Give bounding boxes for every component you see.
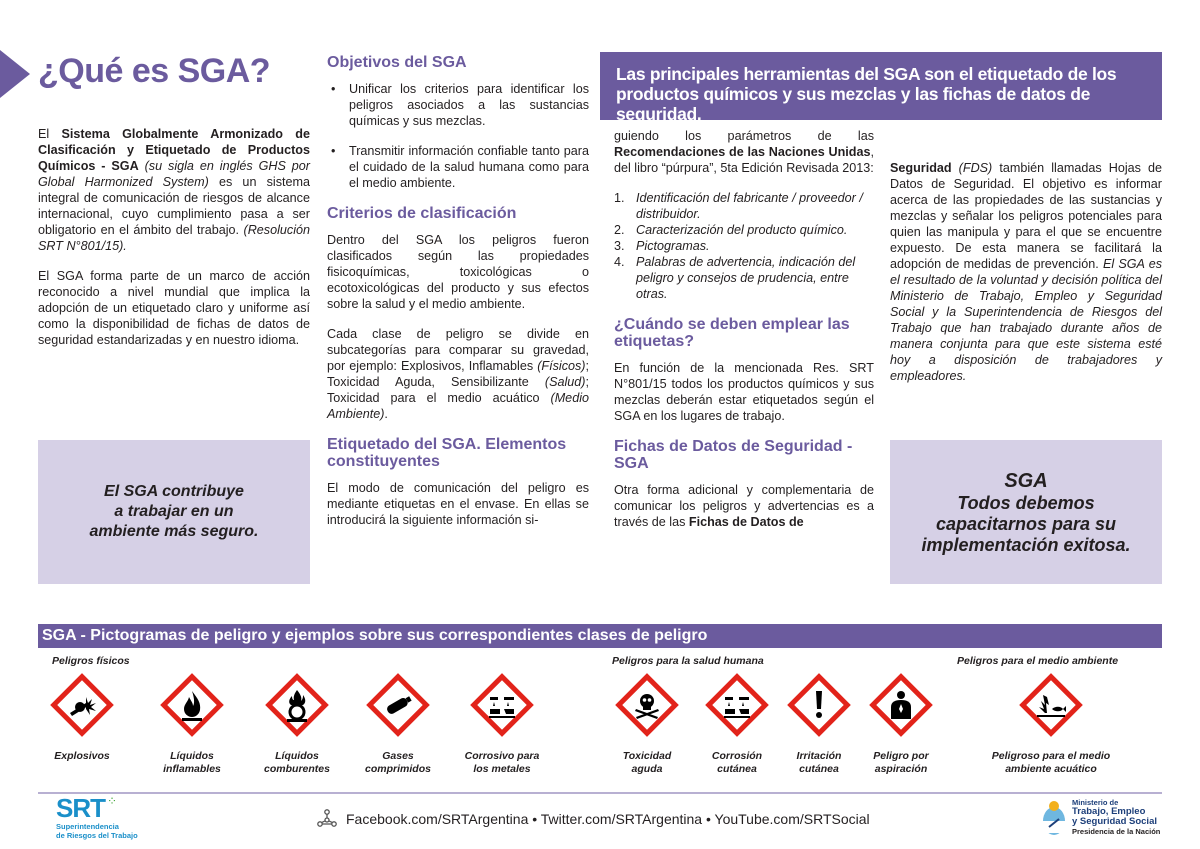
ministry-logo: Ministerio de Trabajo, Empleo y Seguridad Social Presidencia de la Nación xyxy=(1040,797,1160,837)
corrosion-icon xyxy=(705,673,769,737)
pictograms-bar: SGA - Pictogramas de peligro y ejemplos sobre sus correspondientes clases de peligro xyxy=(38,624,1162,648)
intro-paragraph-2: El SGA forma parte de un marco de acción reconocido a nivel mundial que implica la adopción de un etiquetado claro y uniforme así como la disponibilidad de fichas de datos de seguridad estandarizadas y en nuestro idioma. xyxy=(38,269,310,347)
pictogram-label: Peligroso para el medio ambiente acuático xyxy=(991,750,1111,775)
pictogram-label: Irritación cutánea xyxy=(796,750,842,775)
labeling-paragraph: El modo de comunicación del peligro es mediante etiquetas en el envase. En ellas se introducirá la siguiente información si- xyxy=(327,481,589,527)
srt-logo-mark-icon: ⁘ xyxy=(107,794,118,808)
srt-logo: SRT ⁘ Superintendencia de Riesgos del Trabajo xyxy=(56,793,138,840)
sds-paragraph: Otra forma adicional y complementaria de comunicar los peligros y advertencias es a través de las Fichas de Datos de xyxy=(614,483,874,529)
health-hazard-icon xyxy=(869,673,933,737)
list-item: 2. Caracterización del producto químico. xyxy=(614,223,848,237)
info-box-left: El SGA contribuye a trabajar en un ambiente más seguro. xyxy=(38,440,310,584)
list-item: • Transmitir información confiable tanto para el cuidado de la salud humana como para el medio ambiente. xyxy=(349,143,589,191)
tools-banner: Las principales herramientas del SGA son el etiquetado de los productos químicos y sus mezclas y las fichas de datos de seguridad. xyxy=(600,52,1162,120)
pictogram-label: Corrosivo para los metales xyxy=(464,750,540,775)
list-item: 3. Pictogramas. xyxy=(614,239,710,253)
pictogram-label: Explosivos xyxy=(54,750,110,762)
intro-paragraph-1: El Sistema Globalmente Armonizado de Clasificación y Etiquetado de Productos Químicos - SGA (su sigla en inglés GHS por Global Harmonized System) es un sistema integral de comunicación de riesgos de alcance internacional, cuyo cumplimiento pasa a ser obligatorio en el ámbito del trabajo. (Resolución SRT N°801/15). xyxy=(38,127,310,253)
explosive-icon xyxy=(50,673,114,737)
social-links-text: Facebook.com/SRTArgentina • Twitter.com/SRTArgentina • YouTube.com/SRTSocial xyxy=(346,811,870,827)
pictogram-label: Líquidos comburentes xyxy=(264,750,330,775)
list-item: • Unificar los criterios para identificar los peligros asociados a las sustancias químicas y sus mezclas. xyxy=(349,81,589,129)
objectives-column xyxy=(327,54,589,528)
sds-continued-paragraph: Seguridad (FDS) también llamadas Hojas de Datos de Seguridad. El objetivo es informar acerca de las propiedades de las sustancias y mezclas y señalar los peligros potenciales para quien las manipula y para el que se encuentre expuesto. De esta manera se facilitará la adopción de medidas de prevención. El SGA es el resultado de la voluntad y decisión política del Ministerio de Trabajo, Empleo y Seguridad Social y la Superintendencia de Riesgos del Trabajo que han trabajado durante años de manera conjunta para que este sistema esté hoy a disposición de trabajadores y empleadores. xyxy=(890,161,1163,383)
pictogram-label: Corrosión cutánea xyxy=(711,750,763,775)
category-environment: Peligros para el medio ambiente xyxy=(957,655,1119,667)
flame-over-circle-icon xyxy=(265,673,329,737)
pictogram-label: Peligro por aspiración xyxy=(873,750,929,775)
page-title: ¿Qué es SGA? xyxy=(38,52,271,90)
pictogram-label: Gases comprimidos xyxy=(365,750,431,775)
when-heading: ¿Cuándo se deben emplear las etiquetas? xyxy=(614,316,850,350)
exclamation-icon xyxy=(787,673,851,737)
social-links xyxy=(316,808,870,830)
corrosion-icon xyxy=(470,673,534,737)
labeling-heading: Etiquetado del SGA. Elementos constituyentes xyxy=(327,436,567,470)
labels-column xyxy=(614,128,874,530)
when-paragraph: En función de la mencionada Res. SRT N°801/15 todos los productos químicos y sus mezclas deberán estar etiquetados según el SGA en los lugares de trabajo. xyxy=(614,361,874,423)
criteria-paragraph-1: Dentro del SGA los peligros fueron clasificados según las propiedades fisicoquímicas, toxicológicas o ecotoxicológicas del producto y sus efectos sobre la salud y el medio ambiente. xyxy=(327,233,589,311)
sds-column xyxy=(890,160,1162,398)
pictogram-label: Toxicidad aguda xyxy=(622,750,672,775)
footer-divider xyxy=(38,792,1162,794)
category-physical: Peligros físicos xyxy=(52,655,130,667)
coat-of-arms-icon xyxy=(1040,797,1068,837)
objectives-heading: Objetivos del SGA xyxy=(327,54,467,71)
list-item: 1. Identificación del fabricante / proveedor / distribuidor. xyxy=(614,191,863,221)
label-elements-list xyxy=(614,190,874,302)
list-item: 4. Palabras de advertencia, indicación del peligro y consejos de prudencia, entre otras. xyxy=(614,255,856,301)
corner-arrow xyxy=(0,50,30,98)
skull-icon xyxy=(615,673,679,737)
labels-paragraph: guiendo los parámetros de las Recomendaciones de las Naciones Unidas, del libro “púrpura”, 5ta Edición Revisada 2013: xyxy=(614,129,874,175)
social-network-icon xyxy=(316,808,338,830)
objectives-list xyxy=(327,81,589,191)
sds-heading: Fichas de Datos de Seguridad - SGA xyxy=(614,438,853,472)
info-box-right: SGA Todos debemos capacitarnos para su implementación exitosa. xyxy=(890,440,1162,584)
gas-cylinder-icon xyxy=(366,673,430,737)
environment-icon xyxy=(1019,673,1083,737)
category-health: Peligros para la salud humana xyxy=(612,655,764,667)
criteria-paragraph-2: Cada clase de peligro se divide en subcategorías para comparar su gravedad, por ejemplo: Explosivos, Inflamables (Físicos); Toxicidad Aguda, Sensibilizante (Salud); Toxicidad para el medio acuático (Medio Ambiente). xyxy=(327,327,589,421)
flame-icon xyxy=(160,673,224,737)
pictogram-label: Líquidos inflamables xyxy=(163,750,221,775)
criteria-heading: Criterios de clasificación xyxy=(327,205,517,222)
intro-column xyxy=(38,126,310,362)
